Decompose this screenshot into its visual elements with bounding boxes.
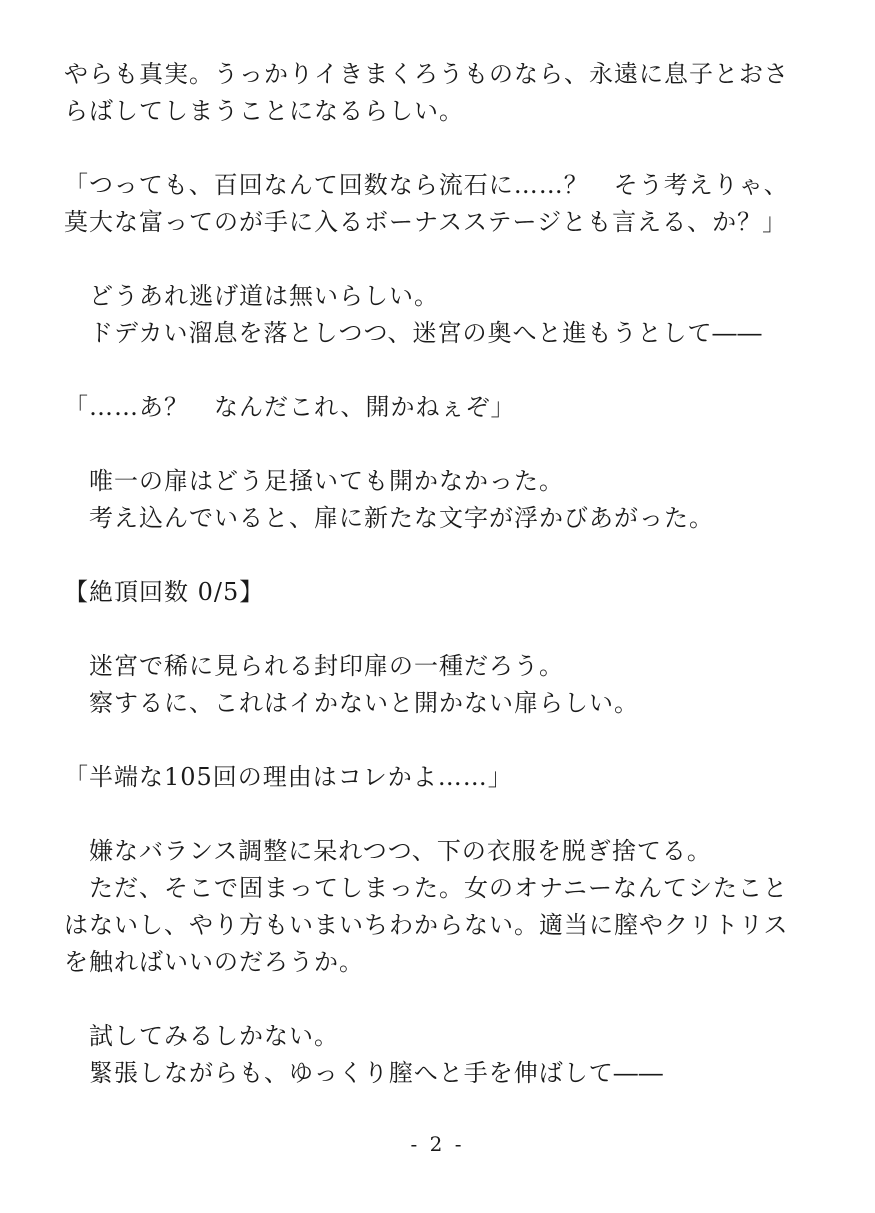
text-line: らばしてしまうことになるらしい。 xyxy=(64,97,464,125)
text-line: やらも真実。うっかりイきまくろうものなら、永遠に息子とおさ xyxy=(64,60,789,88)
document-body xyxy=(64,56,824,1092)
text-line: 【絶頂回数 0/5】 xyxy=(64,578,265,606)
text-line: 「つっても、百回なんて回数なら流石に……？ そう考えりゃ、 xyxy=(64,171,789,199)
text-line: 唯一の扉はどう足掻いても開かなかった。 xyxy=(64,467,564,495)
blank-line xyxy=(64,981,824,1018)
blank-line xyxy=(64,130,824,167)
text-line: どうあれ逃げ道は無いらしい。 xyxy=(64,282,439,310)
text-line: 考え込んでいると、扉に新たな文字が浮かびあがった。 xyxy=(64,504,714,532)
text-line: 察するに、これはイかないと開かない扉らしい。 xyxy=(64,689,639,717)
text-line: 「半端な105回の理由はコレかよ……」 xyxy=(64,763,513,791)
text-line: を触ればいいのだろうか。 xyxy=(64,948,364,976)
text-line: 莫大な富ってのが手に入るボーナスステージとも言える、か？」 xyxy=(64,208,788,236)
text-line: はないし、やり方もいまいちわからない。適当に膣やクリトリス xyxy=(64,911,789,939)
blank-line xyxy=(64,611,824,648)
blank-line xyxy=(64,722,824,759)
page-number: - 2 - xyxy=(410,1132,465,1156)
blank-line xyxy=(64,537,824,574)
text-line: ドデカい溜息を落としつつ、迷宮の奥へと進もうとして―― xyxy=(64,319,763,347)
text-line: 「……あ？ なんだこれ、開かねぇぞ」 xyxy=(64,393,516,421)
text-line: 緊張しながらも、ゆっくり膣へと手を伸ばして―― xyxy=(64,1059,664,1087)
blank-line xyxy=(64,796,824,833)
blank-line xyxy=(64,352,824,389)
blank-line xyxy=(64,426,824,463)
text-line: ただ、そこで固まってしまった。女のオナニーなんてシたこと xyxy=(64,874,789,902)
text-line: 迷宮で稀に見られる封印扉の一種だろう。 xyxy=(64,652,564,680)
blank-line xyxy=(64,241,824,278)
text-line: 試してみるしかない。 xyxy=(64,1022,339,1050)
text-line: 嫌なバランス調整に呆れつつ、下の衣服を脱ぎ捨てる。 xyxy=(64,837,712,865)
